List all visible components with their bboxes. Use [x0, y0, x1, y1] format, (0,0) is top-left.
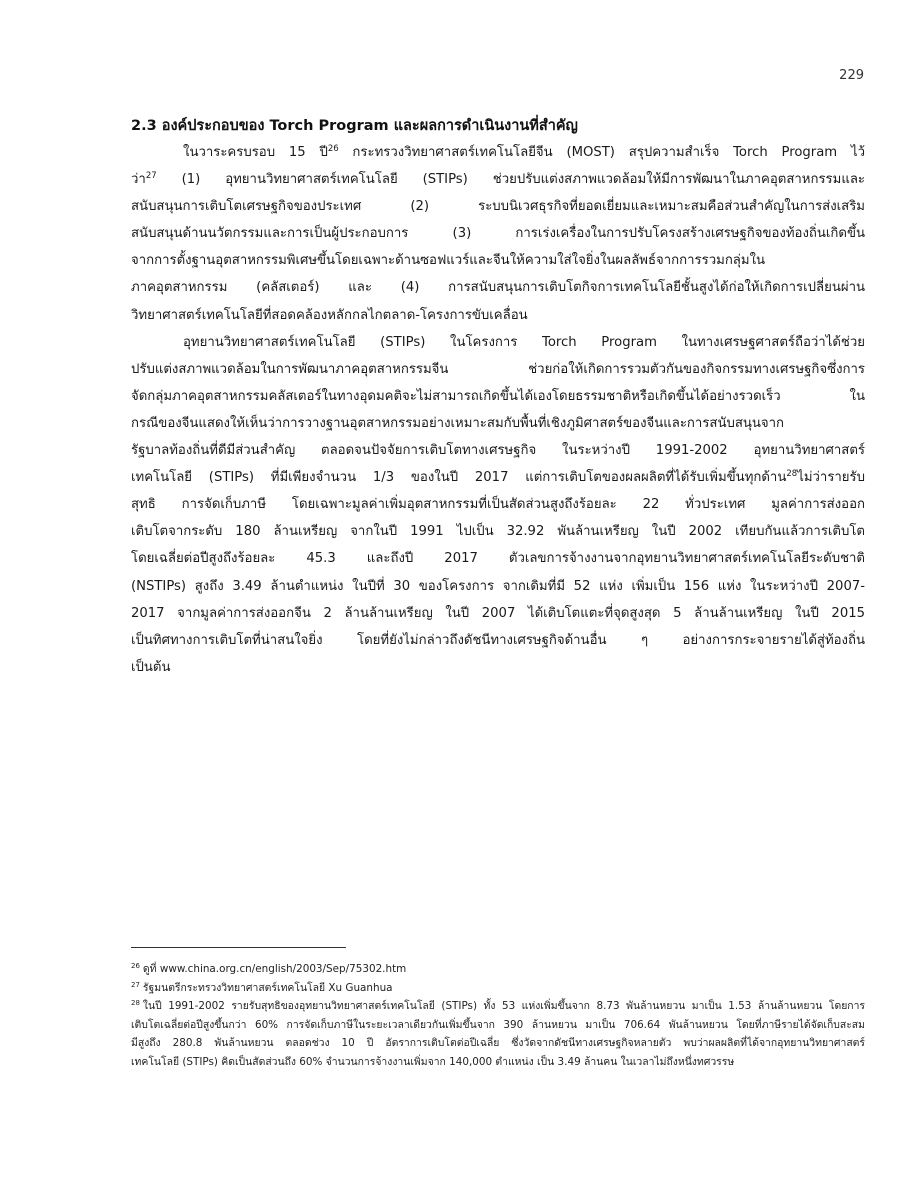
text-line: โดยเฉลี่ยต่อปีสูงถึงร้อยละ 45.3 และถึงปี 2017 ตัวเลขการจ้างงานจากอุทยานวิทยาศาสตร์เทคโนโลยีระดับชาติ	[131, 551, 865, 567]
text-line: ในวาระครบรอบ 15 ปี$^{26}$ กระทรวงวิทยาศาสตร์เทคโนโลยีจีน (MOST) สรุปความสำเร็จ Torch Program ไว้	[183, 144, 865, 160]
footnote-marker: 26	[131, 962, 140, 970]
page-number: 229	[839, 68, 864, 83]
paragraph-1	[131, 139, 865, 329]
text-line: จากการตั้งฐานอุตสาหกรรมพิเศษขึ้นโดยเฉพาะด้านซอฟแวร์และจีนให้ความใส่ใจยิ่งในผลลัพธ์จากการรวมกลุ่มใน	[131, 253, 766, 269]
section-title: 2.3 องค์ประกอบของ Torch Program และผลการดำเนินงานที่สำคัญ	[131, 118, 578, 134]
text-line: สนับสนุนด้านนวัตกรรมและการเป็นผู้ประกอบการ (3) การเร่งเครื่องในการปรับโครงสร้างเศรษฐกิจของท้องถิ่นเกิดขึ้น	[131, 226, 865, 242]
footnote-ref-28[interactable]: 28	[786, 469, 798, 480]
footnote-link[interactable]: ดูที่ www.china.org.cn/english/2003/Sep/75302.htm	[142, 963, 407, 975]
text-line: สนับสนุนการเติบโตเศรษฐกิจของประเทศ (2) ระบบนิเวศธุรกิจที่ยอดเยี่ยมและเหมาะสมคือส่วนสำคัญในการส่งเสริม	[131, 199, 865, 215]
text-line: เป็นต้น	[131, 659, 171, 675]
text-line: อุทยานวิทยาศาสตร์เทคโนโลยี (STIPs) ในโครงการ Torch Program ในทางเศรษฐศาสตร์ถือว่าได้ช่วย	[183, 334, 865, 350]
text-line: เทคโนโลยี (STIPs) ที่มีเพียงจำนวน 1/3 ของในปี 2017 แต่การเติบโตของผลผลิตที่ได้รับเพิ่มขึ้นทุกด้าน$^{28}$ไม่ว่ารายรับ	[131, 469, 865, 486]
text-line: รัฐบาลท้องถิ่นที่ดีมีส่วนสำคัญ ตลอดจนปัจจัยการเติบโตทางเศรษฐกิจ ในระหว่างปี 1991-2002 อุทยานวิทยาศาสตร์	[131, 443, 865, 459]
footnote-ref-27[interactable]: 27	[145, 171, 157, 182]
text-line: สุทธิ การจัดเก็บภาษี โดยเฉพาะมูลค่าเพิ่มอุตสาหกรรมที่เป็นสัดส่วนสูงถึงร้อยละ 22 ทั่วประเทศ มูลค่าการส่งออก	[131, 497, 865, 513]
text-line: วิทยาศาสตร์เทคโนโลยีที่สอดคล้องหลักกลไกตลาด-โครงการขับเคลื่อน	[131, 307, 528, 323]
footnote-line: เทคโนโลยี (STIPs) คิดเป็นสัดส่วนถึง 60% จำนวนการจ้างงานเพิ่มจาก 140,000 ตำแหน่ง เป็น 3.49 ล้านคน ในเวลาไม่ถึงหนึ่งทศวรรษ	[131, 1055, 735, 1068]
footnotes	[131, 960, 865, 1072]
footnote-line: มีสูงถึง 280.8 พันล้านหยวน ตลอดช่วง 10 ปี อัตราการเติบโตต่อปีเฉลี่ย ซึ่งวัดจากดัชนีทางเศรษฐกิจหลายตัว พบว่าผลผลิตที่ได้จากอุทยานวิทยาศาสตร์	[131, 1037, 865, 1050]
footnote-line: $^{28}$ ในปี 1991-2002 รายรับสุทธิของอุทยานวิทยาศาสตร์เทคโนโลยี (STIPs) ทั้ง 53 แห่งเพิ่มขึ้นจาก 8.73 พันล้านหยวน มาเป็น 1.53 ล้านล้านหยวน โดยการ	[131, 999, 865, 1013]
text-line: จัดกลุ่มภาคอุตสาหกรรมคลัสเตอร์ในทางอุดมคติจะไม่สามารถเกิดขึ้นได้เองโดยธรรมชาติหรือเกิดขึ้นได้อย่างรวดเร็ว ใน	[131, 388, 865, 404]
footnote-line: เติบโตเฉลี่ยต่อปีสูงขึ้นกว่า 60% การจัดเก็บภาษีในระยะเวลาเดียวกันเพิ่มขึ้นจาก 390 ล้านหยวน มาเป็น 706.64 พันล้านหยวน โดยที่ภาษีรายได้จัดเก็บสะสม	[131, 1018, 865, 1031]
text-line: ปรับแต่งสภาพแวดล้อมในการพัฒนาภาคอุตสาหกรรมจีน ช่วยก่อให้เกิดการรวมตัวกันของกิจกรรมทางเศรษฐกิจซึ่งการ	[131, 361, 865, 377]
text-line: เป็นทิศทางการเติบโตที่น่าสนใจยิ่ง โดยที่ยังไม่กล่าวถึงดัชนีทางเศรษฐกิจด้านอื่น ๆ อย่างการกระจายรายได้สู่ท้องถิ่น	[131, 632, 865, 648]
footnote-marker: 27	[131, 980, 140, 989]
footnote-ref-26[interactable]: 26	[327, 144, 339, 154]
footnote-27: $^{27}$ รัฐมนตรีกระทรวงวิทยาศาสตร์เทคโนโลยี Xu Guanhua	[131, 980, 393, 994]
text-line: 2017 จากมูลค่าการส่งออกจีน 2 ล้านล้านเหรียญ ในปี 2007 ได้เติบโตแตะที่จุดสูงสุด 5 ล้านล้านเหรียญ ในปี 2015	[131, 605, 865, 621]
footnote-marker: 28	[131, 999, 140, 1008]
footnote-26	[131, 960, 865, 979]
footnote-separator	[131, 947, 346, 948]
text-line: (NSTIPs) สูงถึง 3.49 ล้านตำแหน่ง ในปีที่ 30 ของโครงการ จากเดิมที่มี 52 แห่ง เพิ่มเป็น 156 แห่ง ในระหว่างปี 2007-	[131, 578, 865, 594]
text-line: ภาคอุตสาหกรรม (คลัสเตอร์) และ (4) การสนับสนุนการเติบโตกิจการเทคโนโลยีชั้นสูงได้ก่อให้เกิดการเปลี่ยนผ่าน	[131, 280, 865, 296]
text-line: กรณีของจีนแสดงให้เห็นว่าการวางฐานอุตสาหกรรมอย่างเหมาะสมกับพื้นที่เชิงภูมิศาสตร์ของจีนและการสนับสนุนจาก	[131, 415, 785, 431]
text-line: เติบโตจากระดับ 180 ล้านเหรียญ จากในปี 1991 ไปเป็น 32.92 พันล้านเหรียญ ในปี 2002 เทียบกันแล้วการเติบโต	[131, 524, 865, 540]
body-text	[131, 139, 865, 681]
footnote-28	[131, 997, 865, 1071]
paragraph-2	[131, 329, 865, 681]
text-line: ว่า$^{27}$ (1) อุทยานวิทยาศาสตร์เทคโนโลยี (STIPs) ช่วยปรับแต่งสภาพแวดล้อมให้มีการพัฒนาในภาคอุตสาหกรรมและ	[131, 171, 865, 188]
